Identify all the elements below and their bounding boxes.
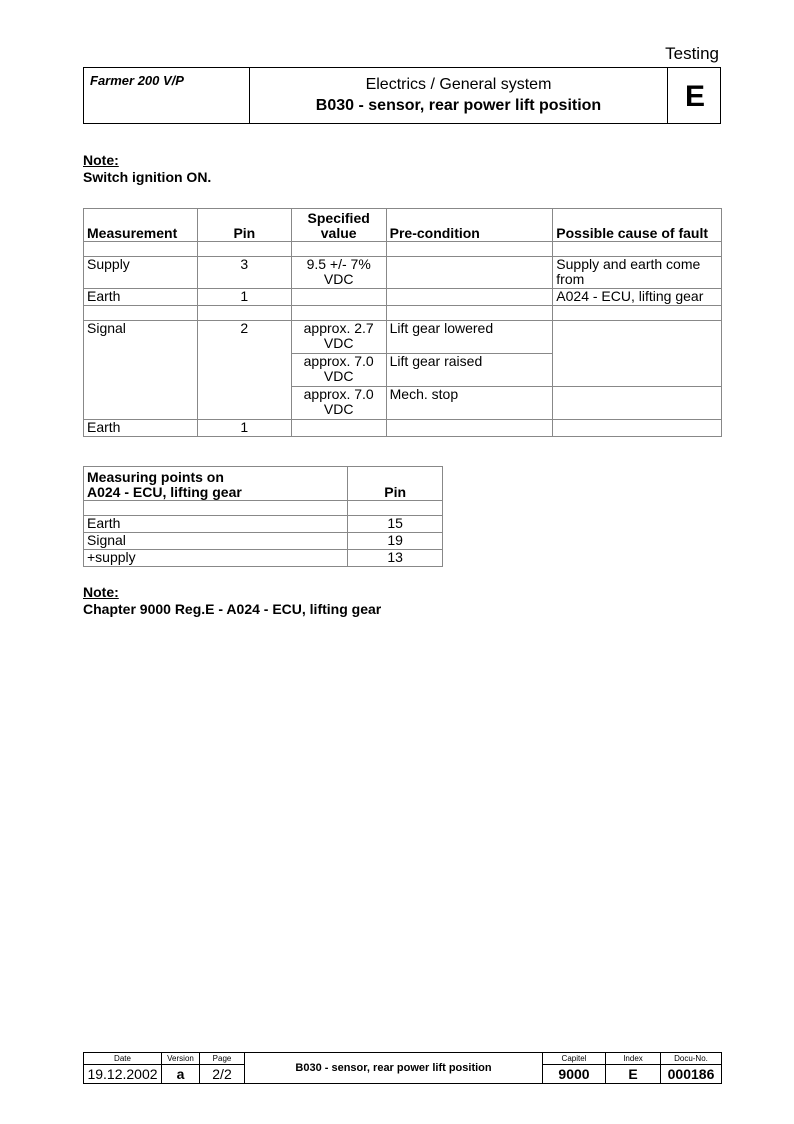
cell-value: approx. 2.7 VDC <box>291 321 386 354</box>
table-header-row <box>84 209 722 242</box>
note-chapter-reference <box>83 584 381 618</box>
cell-measurement: Signal <box>84 321 198 420</box>
table-row-earth <box>84 420 722 437</box>
cell-cause: A024 - ECU, lifting gear <box>553 289 722 306</box>
table-row <box>84 550 443 567</box>
cell-pin: 2 <box>197 321 291 420</box>
table-row-earth <box>84 289 722 306</box>
note-label: Note: <box>83 152 119 168</box>
cell-point: Earth <box>84 516 348 533</box>
footer-title-cell <box>245 1053 543 1083</box>
cell-pre <box>386 420 553 437</box>
cell-value: approx. 7.0 VDC <box>291 387 386 420</box>
cell-pre <box>386 257 553 289</box>
col-possible-cause: Possible cause of fault <box>553 209 722 242</box>
footer-date-cell: Date 19.12.2002 <box>84 1053 162 1083</box>
cell-measurement: Earth <box>84 420 198 437</box>
cell-value: approx. 7.0 VDC <box>291 354 386 387</box>
col-measuring-points: Measuring points on A024 - ECU, lifting gear <box>84 467 348 501</box>
footer-date: 19.12.2002 <box>87 1066 158 1082</box>
document-footer <box>83 1052 722 1084</box>
cell-pin: 3 <box>197 257 291 289</box>
col-pre-condition: Pre-condition <box>386 209 553 242</box>
table-row <box>84 533 443 550</box>
footer-capitel: 9000 <box>558 1066 590 1082</box>
cell-cause: Supply and earth come from <box>553 257 722 289</box>
cell-measurement: Earth <box>84 289 198 306</box>
note-text: Switch ignition ON. <box>83 169 212 185</box>
col-pin: Pin <box>348 467 443 501</box>
table-spacer-row <box>84 501 443 516</box>
footer-title: B030 - sensor, rear power lift position <box>295 1062 492 1074</box>
cell-cause <box>553 387 722 420</box>
cell-point: Signal <box>84 533 348 550</box>
cell-pre <box>386 289 553 306</box>
note-text: Chapter 9000 Reg.E - A024 - ECU, lifting gear <box>83 601 382 617</box>
cell-pre: Lift gear lowered <box>386 321 553 354</box>
cell-pin: 13 <box>348 550 443 567</box>
col-specified-value: Specified value <box>291 209 386 242</box>
footer-page-cell: Page 2/2 <box>200 1053 245 1083</box>
note-ignition <box>83 152 211 186</box>
measuring-points-table <box>83 466 443 567</box>
cell-cause <box>553 321 722 387</box>
col-pin: Pin <box>197 209 291 242</box>
cell-point: +supply <box>84 550 348 567</box>
cell-cause <box>553 420 722 437</box>
cell-measurement: Supply <box>84 257 198 289</box>
cell-pin: 1 <box>197 420 291 437</box>
cell-pre: Mech. stop <box>386 387 553 420</box>
section-name: Electrics / General system <box>365 76 552 93</box>
cell-value <box>291 289 386 306</box>
table-row-supply <box>84 257 722 289</box>
measurement-table <box>83 208 722 437</box>
cell-value <box>291 420 386 437</box>
cell-pre: Lift gear raised <box>386 354 553 387</box>
cell-pin: 1 <box>197 289 291 306</box>
index-letter: E <box>667 68 722 123</box>
footer-version-cell: Version a <box>162 1053 200 1083</box>
header-model-cell <box>84 68 250 123</box>
cell-value: 9.5 +/- 7% VDC <box>291 257 386 289</box>
table-row <box>84 516 443 533</box>
model-name: Farmer 200 V/P <box>90 73 184 88</box>
table-header-row <box>84 467 443 501</box>
cell-pin: 19 <box>348 533 443 550</box>
footer-index-cell: Index E <box>606 1053 661 1083</box>
footer-docu-cell: Docu-No. 000186 <box>661 1053 721 1083</box>
document-title: B030 - sensor, rear power lift position <box>315 97 602 114</box>
footer-page: 2/2 <box>212 1066 232 1082</box>
footer-version: a <box>176 1066 185 1082</box>
footer-docu-number: 000186 <box>667 1066 715 1082</box>
table-row-signal <box>84 321 722 354</box>
note-label: Note: <box>83 584 119 600</box>
page-section-label: Testing <box>665 44 719 63</box>
header-title-cell <box>250 68 667 123</box>
cell-pin: 15 <box>348 516 443 533</box>
col-measurement: Measurement <box>84 209 198 242</box>
table-spacer-row <box>84 306 722 321</box>
footer-index: E <box>628 1066 638 1082</box>
document-header <box>83 67 721 124</box>
table-spacer-row <box>84 242 722 257</box>
footer-capitel-cell: Capitel 9000 <box>543 1053 606 1083</box>
